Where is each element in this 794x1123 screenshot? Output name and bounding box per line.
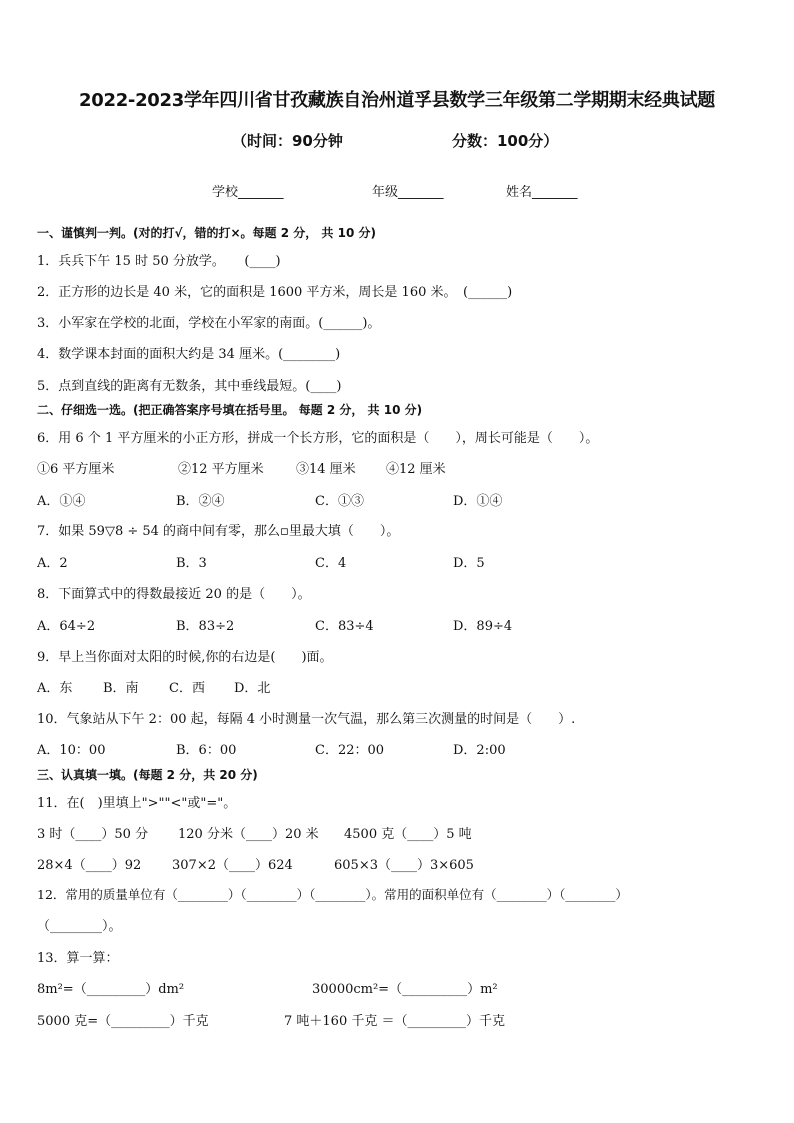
q13-item: 8m²=（_________）dm² — [37, 982, 185, 997]
option-d: D．5 — [453, 556, 485, 571]
option-d: D．2:00 — [453, 743, 506, 758]
q13-item: 5000 克=（_________）千克 — [37, 1014, 209, 1029]
option-a: A．①④ — [37, 494, 86, 509]
section-heading: 三、认真填一填。(每题 2 分，共 20 分) — [37, 768, 258, 782]
option-b: B．南 — [103, 681, 139, 696]
question-11: 11．在( )里填上">""<"或"="。 — [37, 796, 237, 811]
question-9: 9．早上当你面对太阳的时候,你的右边是( )面。 — [37, 650, 333, 665]
exam-score: 分数：100分） — [452, 132, 559, 150]
option-b: B．3 — [176, 556, 207, 571]
school-field: 学校_______ — [212, 185, 284, 200]
question-10: 10．气象站从下午 2：00 起，每隔 4 小时测量一次气温，那么第三次测量的时间是（ ）. — [37, 712, 576, 727]
option-c: C．22：00 — [315, 743, 385, 758]
question-12: 12．常用的质量单位有（________）（________）（________）。常用的面积单位有（________）（________） — [37, 887, 628, 902]
q6-item: ③14 厘米 — [296, 462, 356, 477]
question-8: 8．下面算式中的得数最接近 20 的是（ ）。 — [37, 587, 311, 602]
option-d: D．89÷4 — [453, 619, 513, 634]
option-c: C．83÷4 — [315, 619, 374, 634]
q11-item: 120 分米（____）20 米 — [178, 827, 319, 842]
name-field: 姓名_______ — [506, 185, 578, 200]
option-c: C．4 — [315, 556, 347, 571]
option-a: A．2 — [37, 556, 68, 571]
question-2: 2．正方形的边长是 40 米，它的面积是 1600 平方米，周长是 160 米。 (______) — [37, 285, 513, 300]
q11-item: 605×3（____）3×605 — [334, 858, 474, 873]
option-b: B．6：00 — [176, 743, 237, 758]
question-6: 6．用 6 个 1 平方厘米的小正方形，拼成一个长方形，它的面积是（ ），周长可能是（ ）。 — [37, 431, 599, 446]
question-5: 5．点到直线的距离有无数条，其中垂线最短。(____) — [37, 379, 342, 394]
exam-time: （时间：90分钟 — [232, 132, 343, 150]
q6-item: ②12 平方厘米 — [178, 462, 264, 477]
question-12-cont: （________）。 — [37, 919, 122, 934]
option-c: C．①③ — [315, 494, 364, 509]
option-a: A．东 — [37, 681, 73, 696]
q11-item: 3 时（____）50 分 — [37, 827, 149, 842]
question-4: 4．数学课本封面的面积大约是 34 厘米。(________) — [37, 347, 341, 362]
q13-item: 7 吨＋160 千克 ＝（_________）千克 — [284, 1014, 505, 1029]
question-3: 3．小军家在学校的北面，学校在小军家的南面。(______)。 — [37, 316, 381, 331]
option-b: B．②④ — [176, 494, 225, 509]
q13-item: 30000cm²=（__________）m² — [312, 982, 498, 997]
option-b: B．83÷2 — [176, 619, 235, 634]
q11-item: 4500 克（____）5 吨 — [344, 827, 472, 842]
question-7: 7．如果 59▽8 ÷ 54 的商中间有零，那么▫里最大填（ ）。 — [37, 524, 400, 539]
q11-item: 28×4（____）92 — [37, 858, 142, 873]
question-13: 13．算一算： — [37, 951, 119, 966]
option-c: C．西 — [169, 681, 205, 696]
option-a: A．64÷2 — [37, 619, 96, 634]
option-d: D．①④ — [453, 494, 503, 509]
option-a: A．10：00 — [37, 743, 106, 758]
q6-item: ①6 平方厘米 — [37, 462, 115, 477]
grade-field: 年级_______ — [372, 185, 444, 200]
option-d: D．北 — [234, 681, 271, 696]
section-heading: 一、谨慎判一判。(对的打√，错的打×。每题 2 分， 共 10 分) — [37, 226, 376, 240]
q11-item: 307×2（____）624 — [172, 858, 293, 873]
question-1: 1．兵兵下午 15 时 50 分放学。 (____) — [37, 254, 281, 269]
section-heading: 二、仔细选一选。(把正确答案序号填在括号里。 每题 2 分， 共 10 分) — [37, 403, 423, 417]
q6-item: ④12 厘米 — [386, 462, 446, 477]
page-title: 2022-2023学年四川省甘孜藏族自治州道孚县数学三年级第二学期期末经典试题 — [79, 90, 715, 111]
